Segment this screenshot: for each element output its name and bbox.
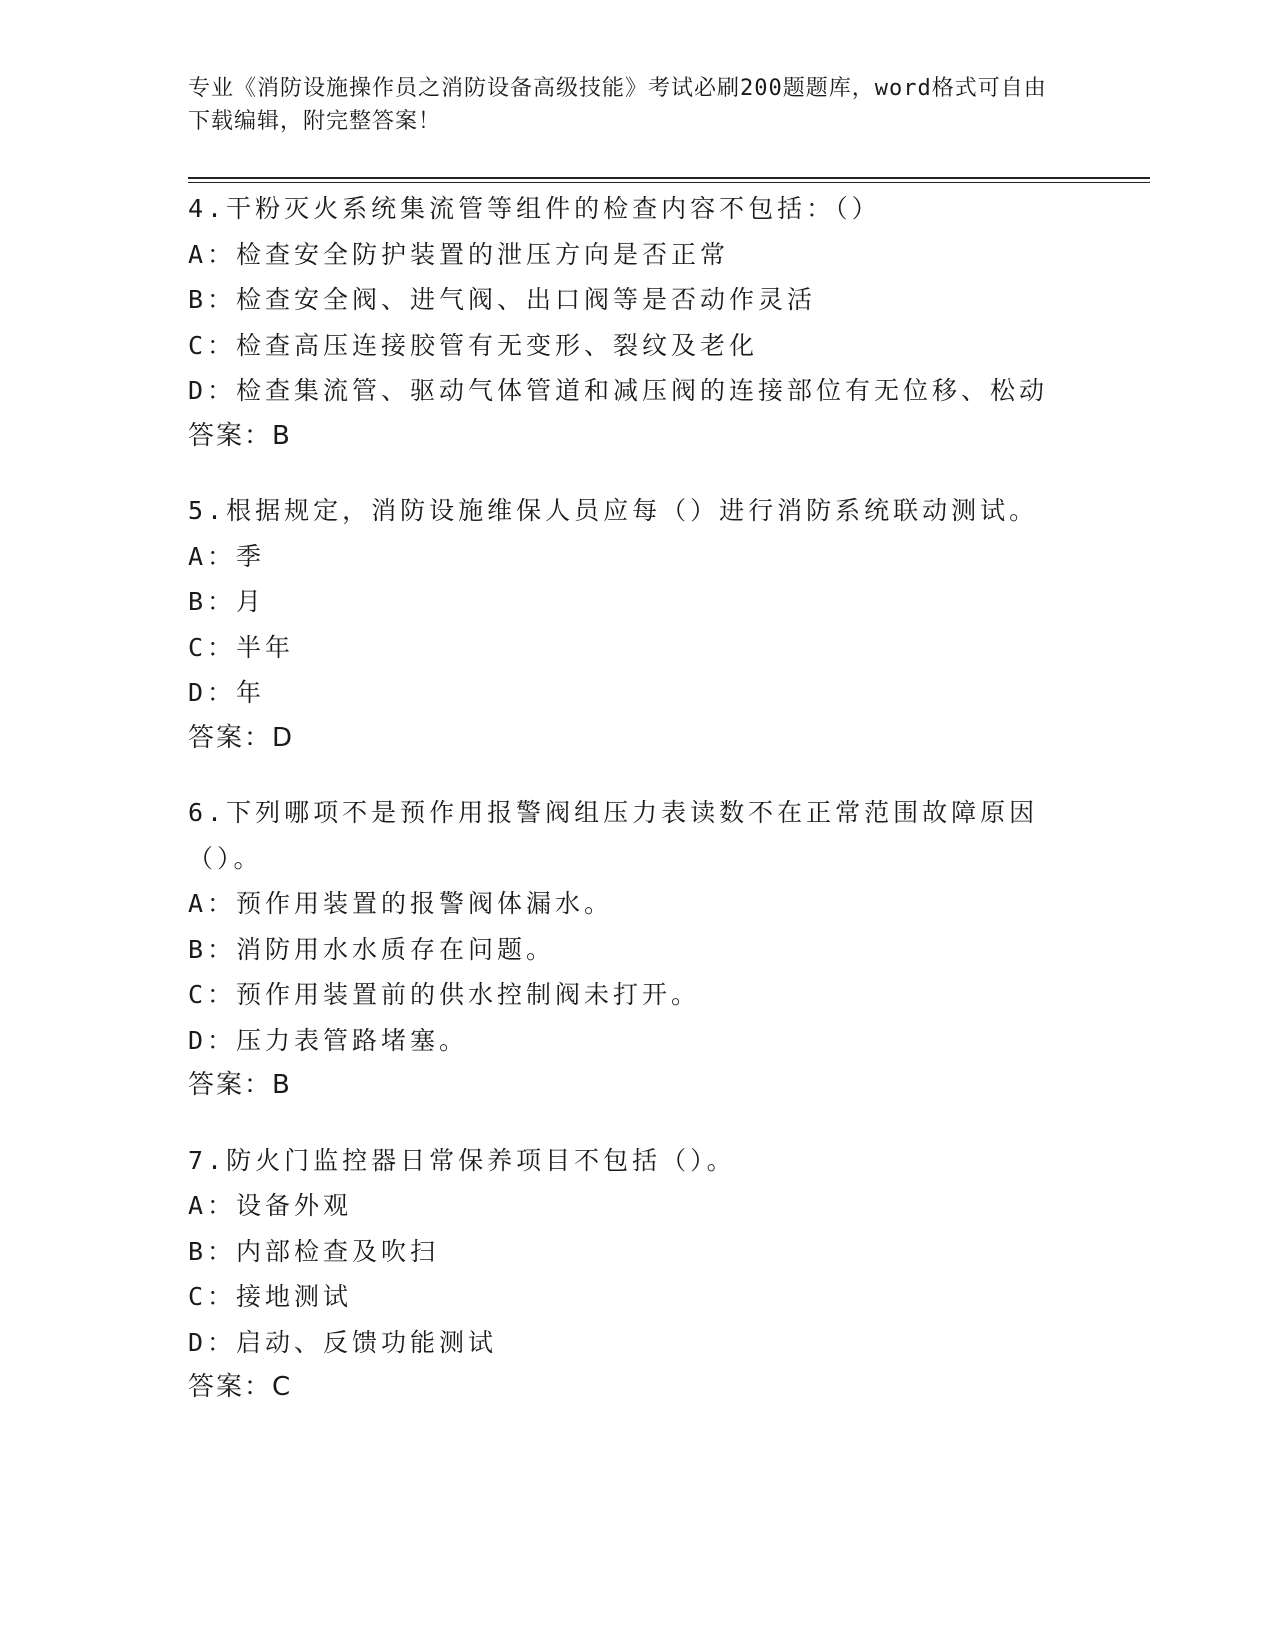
option-c: C：接地测试 xyxy=(188,1282,353,1311)
option-a: A：预作用装置的报警阀体漏水。 xyxy=(188,889,614,918)
option-b: B：检查安全阀、进气阀、出口阀等是否动作灵活 xyxy=(188,285,817,314)
question-list xyxy=(188,186,1148,1440)
header-divider-thick xyxy=(188,177,1150,179)
option-b: B：内部检查及吹扫 xyxy=(188,1236,440,1266)
option-a: A：检查安全防护装置的泄压方向是否正常 xyxy=(188,239,730,269)
option-d: D：压力表管路堵塞。 xyxy=(188,1025,469,1055)
option-a: A：设备外观 xyxy=(188,1191,353,1220)
option-c: C：检查高压连接胶管有无变形、裂纹及老化 xyxy=(188,330,759,360)
option-b: B：月 xyxy=(188,587,266,616)
question-stem: 5.根据规定，消防设施维保人员应每（）进行消防系统联动测试。 xyxy=(188,496,1039,525)
option-d: D：检查集流管、驱动气体管道和减压阀的连接部位有无位移、松动 xyxy=(188,376,1049,405)
answer-line: 答案：D xyxy=(188,722,295,753)
answer-line: 答案：B xyxy=(188,1070,292,1100)
document-header: 专业《消防设施操作员之消防设备高级技能》考试必刷200题题库，word格式可自由下载编辑，附完整答案！ xyxy=(188,76,1047,134)
option-d: D：启动、反馈功能测试 xyxy=(188,1327,498,1357)
answer-line: 答案：C xyxy=(188,1372,293,1402)
option-a: A：季 xyxy=(188,541,266,571)
question-7 xyxy=(188,1138,1148,1411)
option-b: B：消防用水水质存在问题。 xyxy=(188,934,556,964)
option-c: C：半年 xyxy=(188,632,295,662)
question-stem: 4.干粉灭火系统集流管等组件的检查内容不包括：（） xyxy=(188,194,881,223)
question-4 xyxy=(188,186,1148,459)
answer-line: 答案：B xyxy=(188,420,292,451)
option-d: D：年 xyxy=(188,678,266,707)
header-divider-thin xyxy=(188,182,1150,183)
question-6 xyxy=(188,790,1148,1109)
option-c: C：预作用装置前的供水控制阀未打开。 xyxy=(188,980,701,1009)
question-stem: 7.防火门监控器日常保养项目不包括（）。 xyxy=(188,1145,736,1175)
question-stem: 6.下列哪项不是预作用报警阀组压力表读数不在正常范围故障原因（）。 xyxy=(188,798,1039,873)
question-5 xyxy=(188,488,1148,761)
